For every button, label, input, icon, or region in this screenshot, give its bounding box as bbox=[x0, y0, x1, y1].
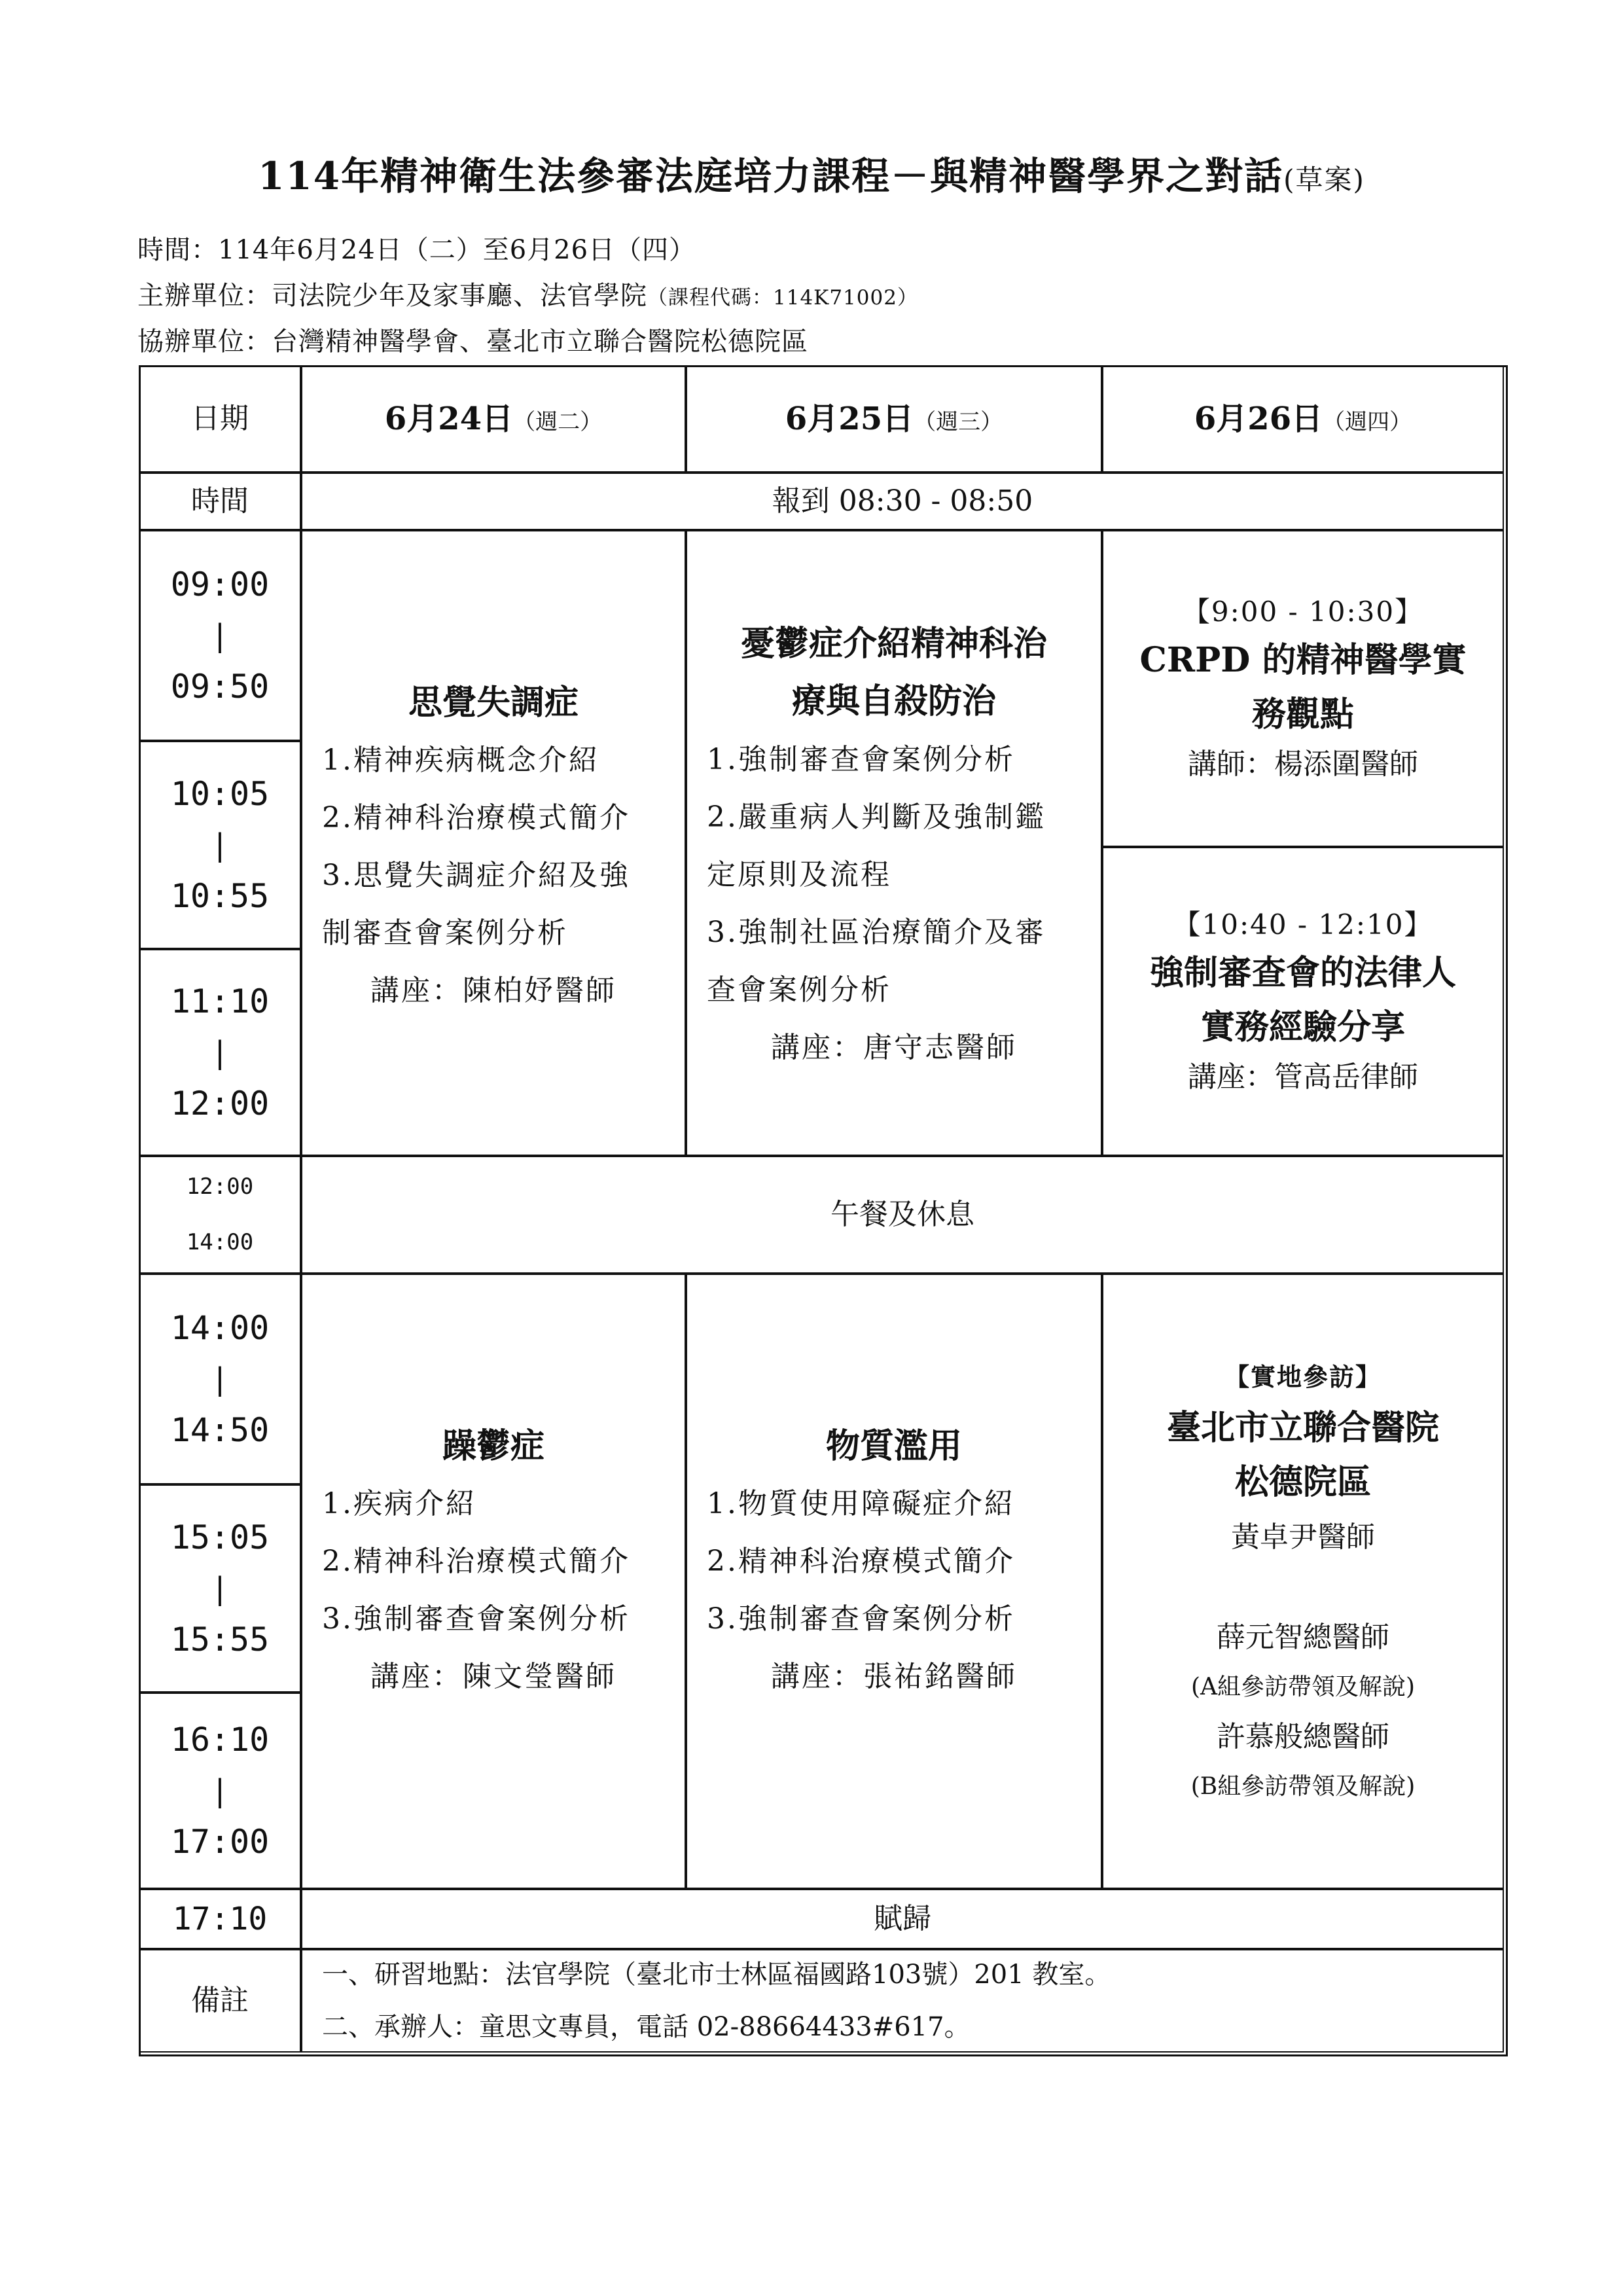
session-speaker: 講座：管高岳律師 bbox=[1188, 1060, 1418, 1094]
day-weekday: （週二） bbox=[513, 408, 603, 435]
visit-person: 黃卓尹醫師 bbox=[1231, 1520, 1375, 1554]
course-item: 1.物質使用障礙症介紹 bbox=[707, 1487, 1015, 1521]
remarks-line: 二、承辦人：童思文專員，電話 02-88664433#617。 bbox=[322, 2012, 971, 2042]
session-title-line: 務觀點 bbox=[1251, 694, 1354, 735]
day-weekday: （週三） bbox=[914, 408, 1003, 435]
organizer-text: 主辦單位：司法院少年及家事廳、法官學院 bbox=[137, 281, 647, 311]
day-date: 6月26日 bbox=[1194, 400, 1323, 437]
title-main: 114年精神衛生法參審法庭培力課程－與精神醫學界之對話 bbox=[258, 154, 1284, 198]
course-item: 3.思覺失調症介紹及強 bbox=[322, 859, 630, 893]
time-slot-afternoon-1: 14:00 | 14:50 bbox=[139, 1274, 301, 1484]
course-morning-day2 bbox=[686, 530, 1102, 1156]
info-co-organizer: 協辦單位：台灣精神醫學會、臺北市立聯合醫院松德院區 bbox=[137, 327, 808, 357]
visit-title-line: 臺北市立聯合醫院 bbox=[1166, 1408, 1439, 1448]
course-speaker: 講座：陳柏妤醫師 bbox=[370, 974, 616, 1008]
course-item: 2.精神科治療模式簡介 bbox=[707, 1545, 1015, 1579]
day-header-1 bbox=[301, 365, 686, 473]
course-speaker: 講座：陳文瑩醫師 bbox=[370, 1660, 616, 1694]
visit-tag: 【實地參訪】 bbox=[1224, 1361, 1382, 1391]
registration-cell: 報到 08:30 - 08:50 bbox=[301, 473, 1504, 530]
course-title-line: 療與自殺防治 bbox=[791, 681, 996, 722]
lunch-time: 12:00 14:00 bbox=[139, 1156, 301, 1274]
course-morning-day3-session2 bbox=[1102, 847, 1504, 1156]
course-speaker: 講座：唐守志醫師 bbox=[771, 1030, 1017, 1064]
lunch-cell: 午餐及休息 bbox=[301, 1156, 1504, 1274]
time-slot-afternoon-2: 15:05 | 15:55 bbox=[139, 1484, 301, 1693]
time-slot-morning-3: 11:10 | 12:00 bbox=[139, 949, 301, 1156]
course-speaker: 講座：張祐銘醫師 bbox=[771, 1660, 1017, 1694]
session-title-line: CRPD 的精神醫學實 bbox=[1139, 640, 1467, 681]
day-date: 6月25日 bbox=[785, 400, 914, 437]
day-date: 6月24日 bbox=[384, 400, 514, 437]
visit-note: (B組參訪帶領及解說) bbox=[1190, 1772, 1416, 1800]
header-date-label: 日期 bbox=[139, 365, 301, 473]
course-afternoon-day3 bbox=[1102, 1274, 1504, 1889]
course-code: （課程代碼：114K71002） bbox=[647, 286, 918, 310]
session-title-line: 強制審查會的法律人 bbox=[1149, 953, 1456, 994]
session-time: 【10:40 - 12:10】 bbox=[1173, 908, 1433, 941]
time-slot-morning-2: 10:05 | 10:55 bbox=[139, 741, 301, 949]
course-item: 3.強制社區治療簡介及審 bbox=[707, 915, 1046, 949]
visit-person: 許慕般總醫師 bbox=[1217, 1720, 1389, 1754]
course-morning-day1 bbox=[301, 530, 686, 1156]
day-header-3 bbox=[1102, 365, 1504, 473]
title-draft: (草案) bbox=[1283, 164, 1365, 196]
remarks-content bbox=[301, 1949, 1504, 2053]
course-item: 2.精神科治療模式簡介 bbox=[322, 1545, 630, 1579]
course-item: 制審查會案例分析 bbox=[322, 916, 568, 950]
course-morning-day3-session1 bbox=[1102, 530, 1504, 847]
course-item: 2.精神科治療模式簡介 bbox=[322, 801, 630, 835]
course-afternoon-day2 bbox=[686, 1274, 1102, 1889]
info-organizer bbox=[137, 275, 918, 312]
day-header-2 bbox=[686, 365, 1102, 473]
course-item: 查會案例分析 bbox=[707, 973, 891, 1007]
page-title bbox=[0, 145, 1623, 200]
session-time: 【9:00 - 10:30】 bbox=[1182, 596, 1424, 628]
course-item: 定原則及流程 bbox=[707, 857, 891, 891]
session-speaker: 講師：楊添圍醫師 bbox=[1188, 747, 1418, 781]
course-item: 3.強制審查會案例分析 bbox=[322, 1602, 630, 1636]
visit-title-line: 松德院區 bbox=[1234, 1462, 1371, 1503]
course-title: 物質濫用 bbox=[825, 1426, 962, 1466]
course-title: 思覺失調症 bbox=[408, 683, 579, 723]
course-title-line: 憂鬱症介紹精神科治 bbox=[740, 624, 1047, 664]
time-slot-afternoon-3: 16:10 | 17:00 bbox=[139, 1693, 301, 1889]
info-time: 時間：114年6月24日（二）至6月26日（四） bbox=[137, 235, 696, 265]
remarks-label: 備註 bbox=[139, 1949, 301, 2053]
visit-person: 薛元智總醫師 bbox=[1217, 1621, 1389, 1655]
course-item: 1.精神疾病概念介紹 bbox=[322, 744, 599, 778]
course-item: 2.嚴重病人判斷及強制鑑 bbox=[707, 800, 1046, 834]
session-title-line: 實務經驗分享 bbox=[1200, 1007, 1405, 1048]
course-item: 1.強制審查會案例分析 bbox=[707, 742, 1015, 776]
course-title: 躁鬱症 bbox=[442, 1426, 544, 1466]
visit-note: (A組參訪帶領及解說) bbox=[1190, 1673, 1416, 1700]
course-item: 1.疾病介紹 bbox=[322, 1487, 476, 1521]
day-weekday: （週四） bbox=[1323, 408, 1412, 435]
remarks-line: 一、研習地點：法官學院（臺北市士林區福國路103號）201 教室。 bbox=[322, 1960, 1111, 1990]
dismiss-time: 17:10 bbox=[139, 1889, 301, 1949]
time-slot-morning-1: 09:00 | 09:50 bbox=[139, 530, 301, 741]
header-time-label: 時間 bbox=[139, 473, 301, 530]
course-item: 3.強制審查會案例分析 bbox=[707, 1602, 1015, 1636]
course-afternoon-day1 bbox=[301, 1274, 686, 1889]
dismiss-cell: 賦歸 bbox=[301, 1889, 1504, 1949]
